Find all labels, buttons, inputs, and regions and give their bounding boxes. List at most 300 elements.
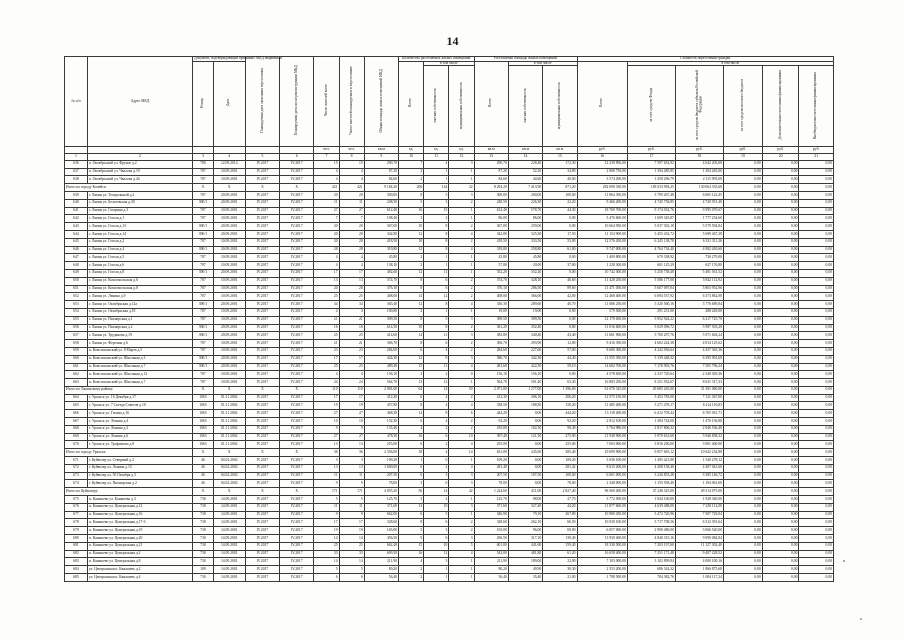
row-value-col-7: 25 [314, 332, 339, 340]
row-planned-date: IV.2017 [245, 441, 279, 449]
table-row [65, 550, 834, 558]
row-number: 673 [65, 472, 88, 480]
row-value-col-8: 25 [339, 293, 364, 301]
row-value-col-7: 27 [314, 410, 339, 418]
column-number-cell: 7 [314, 153, 339, 160]
row-demolish-date: IV.2017 [280, 301, 314, 309]
row-value-col-12: 1 [449, 496, 474, 504]
row-value-col-15: 8,80 [543, 324, 577, 332]
row-value-col-19: 0,00 [723, 550, 762, 558]
row-demolish-date: IV.2017 [280, 480, 314, 488]
row-value-col-10: 2 [399, 168, 424, 176]
row-value-col-14: 98,00 [508, 496, 542, 504]
row-value-col-7: 17 [314, 355, 339, 363]
row-value-col-9: 457,80 [364, 402, 398, 410]
row-value-col-14: 0,00 [508, 464, 542, 472]
row-value-col-17: 5 970 631,68 [627, 433, 675, 441]
row-number: 650 [65, 277, 88, 285]
row-value-col-17: 1 699 345,87 [627, 215, 675, 223]
row-value-col-18: 6 373 862,08 [675, 293, 723, 301]
row-value-col-18: 130 064 335,68 [675, 184, 723, 192]
row-value-col-9: 152,30 [364, 418, 398, 426]
unit-cell [65, 146, 88, 153]
row-value-col-15: 0,00 [543, 316, 577, 324]
row-value-col-11: 1 [424, 254, 449, 262]
row-value-col-9: 319,80 [364, 246, 398, 254]
row-doc-date: 20.09.2001 [213, 191, 245, 199]
row-value-col-21: 0,00 [799, 527, 834, 535]
row-value-col-13: 543,00 [474, 550, 508, 558]
row-number: 680 [65, 535, 88, 543]
row-value-col-20: 0,00 [762, 363, 799, 371]
row-value-col-12: 3 [449, 316, 474, 324]
row-value-col-16: 13 930 400,00 [577, 535, 627, 543]
row-value-col-10: 16 [399, 433, 424, 441]
row-value-col-15: 871,20 [543, 184, 577, 192]
table-row [65, 262, 834, 270]
row-value-col-17: 5 700 297,76 [627, 332, 675, 340]
row-doc-date: 10.09.2001 [213, 207, 245, 215]
row-value-col-8: 25 [339, 363, 364, 371]
row-value-col-21: 0,00 [799, 254, 834, 262]
row-value-col-20: 0,00 [762, 168, 799, 176]
row-value-col-16: 16 883 250,00 [577, 379, 627, 387]
row-value-col-10: 8 [399, 191, 424, 199]
row-value-col-14: 352,20 [508, 269, 542, 277]
column-number-cell: 10 [399, 153, 424, 160]
row-value-col-19: 0,00 [723, 160, 762, 168]
row-value-col-15: 40,70 [543, 301, 577, 309]
row-value-col-11: 4 [424, 449, 449, 457]
row-value-col-15: 55,00 [543, 238, 577, 246]
row-value-col-7: 25 [314, 542, 339, 550]
unit-cell: руб. [799, 146, 834, 153]
row-number: 670 [65, 441, 88, 449]
row-value-col-14: 7 413,90 [508, 184, 542, 192]
row-demolish-date: IV.2017 [280, 472, 314, 480]
row-value-col-17: 3 816 200,00 [627, 441, 675, 449]
row-value-col-13: 330,30 [474, 301, 508, 309]
row-number: 668 [65, 425, 88, 433]
row-value-col-13: 456,50 [474, 535, 508, 543]
row-value-col-21: 0,00 [799, 184, 834, 192]
row-value-col-13: 376,10 [474, 285, 508, 293]
row-address: п. Комсомольский ул. Школьная д.7 [87, 363, 192, 371]
row-value-col-21: 0,00 [799, 441, 834, 449]
row-value-col-13: 601,00 [474, 542, 508, 550]
row-value-col-21: 0,00 [799, 160, 834, 168]
row-value-col-9: 468,30 [364, 410, 398, 418]
row-doc-date: 10.09.2001 [213, 308, 245, 316]
column-number-cell: 14 [508, 153, 542, 160]
row-value-col-15: 444,20 [543, 410, 577, 418]
row-address: п. Канашево ул. Центральная д.16 [87, 511, 192, 519]
row-demolish-date: IV.2017 [280, 168, 314, 176]
row-demolish-date: IV.2017 [280, 332, 314, 340]
row-value-col-17: 5 029 096,72 [627, 324, 675, 332]
row-value-col-7: 20 [314, 223, 339, 231]
row-value-col-20: 0,00 [762, 410, 799, 418]
row-address: г. Ляпин ул. Пионерская д.1 [87, 316, 192, 324]
row-value-col-18: 5 776 689,84 [675, 301, 723, 309]
row-doc-number: X [193, 386, 214, 394]
header-area-in-that: в том числе [508, 61, 577, 66]
row-value-col-10: 10 [399, 223, 424, 231]
row-address: п. Канашево ул. Центральная д.12 [87, 503, 192, 511]
row-value-col-14: 0,00 [508, 480, 542, 488]
row-value-col-21: 0,00 [799, 340, 834, 348]
row-value-col-10: 13 [399, 379, 424, 387]
row-number: 641 [65, 207, 88, 215]
row-value-col-18: 3 066 520,00 [675, 527, 723, 535]
row-value-col-10: 4 [399, 558, 424, 566]
row-value-col-16: 12 170 650,00 [577, 316, 627, 324]
row-value-col-10: 8 [399, 316, 424, 324]
row-value-col-19: 0,00 [723, 184, 762, 192]
row-doc-date: 04.02.2002 [213, 464, 245, 472]
row-doc-date: 12.09.2014 [213, 160, 245, 168]
row-value-col-7: 27 [314, 207, 339, 215]
table-row [65, 511, 834, 519]
table-row [65, 316, 834, 324]
row-number: 679 [65, 527, 88, 535]
row-value-col-15: 0,00 [543, 223, 577, 231]
row-planned-date: IV.2017 [245, 316, 279, 324]
table-row [65, 457, 834, 465]
row-value-col-21: 0,00 [799, 433, 834, 441]
row-value-col-12: 2 [449, 277, 474, 285]
row-value-col-11: 12 [424, 379, 449, 387]
row-value-col-9: 478,50 [364, 433, 398, 441]
row-value-col-20: 0,00 [762, 332, 799, 340]
table-row [65, 269, 834, 277]
row-value-col-17: 4 639 488,00 [627, 503, 675, 511]
row-value-col-15: 0,00 [543, 371, 577, 379]
row-address: п. Октябрьский ул. Фрунзе д.2 [87, 160, 192, 168]
row-value-col-8: 27 [339, 410, 364, 418]
row-value-col-7: 4 [314, 308, 339, 316]
row-doc-number: X [193, 488, 214, 496]
row-value-col-16: 96 560 400,00 [577, 488, 627, 496]
row-value-col-17: 7 176 903,76 [627, 363, 675, 371]
row-value-col-11: 6 [424, 277, 449, 285]
row-number: 663 [65, 379, 88, 387]
row-value-col-11: 14 [424, 488, 449, 496]
row-value-col-10: 6 [399, 511, 424, 519]
row-value-col-20: 0,00 [762, 340, 799, 348]
row-value-col-19: 0,00 [723, 371, 762, 379]
row-value-col-21: 0,00 [799, 535, 834, 543]
row-value-col-19: 0,00 [723, 215, 762, 223]
row-doc-number: 390/1 [193, 363, 214, 371]
row-value-col-9: 2 356,00 [364, 449, 398, 457]
row-value-col-7: 19 [314, 527, 339, 535]
row-value-col-9: 614,50 [364, 324, 398, 332]
row-value-col-8: 13 [339, 464, 364, 472]
row-value-col-16: 19 699 900,00 [577, 449, 627, 457]
row-value-col-15: 89,60 [543, 285, 577, 293]
row-doc-date: 20.09.2001 [213, 363, 245, 371]
row-value-col-17: 3 717 708,36 [627, 519, 675, 527]
column-number-cell: 1 [65, 153, 88, 160]
row-value-col-13: 367,00 [474, 223, 508, 231]
row-value-col-10: 13 [399, 503, 424, 511]
row-value-col-13: 408,00 [474, 293, 508, 301]
row-demolish-date: IV.2017 [280, 269, 314, 277]
row-value-col-17: 5 271 478,17 [627, 402, 675, 410]
row-value-col-15: 63,30 [543, 379, 577, 387]
row-doc-number: 787 [193, 207, 214, 215]
row-value-col-15: 0,00 [543, 254, 577, 262]
row-value-col-12: 1 [449, 308, 474, 316]
row-value-col-7: 4 [314, 254, 339, 262]
header-area-total: Всего [474, 61, 508, 146]
row-value-col-21: 0,00 [799, 215, 834, 223]
row-doc-number: 390/1 [193, 301, 214, 309]
row-value-col-11: 6 [424, 285, 449, 293]
row-planned-date: IV.2017 [245, 527, 279, 535]
row-value-col-14: 226,30 [508, 199, 542, 207]
row-value-col-7: 17 [314, 519, 339, 527]
row-number: 651 [65, 285, 88, 293]
header-cost-local: за счет средств местного бюджета [723, 66, 762, 147]
row-value-col-19: 0,00 [723, 230, 762, 238]
row-demolish-date: IV.2017 [280, 535, 314, 543]
row-number: 674 [65, 480, 88, 488]
row-value-col-7: 20 [314, 238, 339, 246]
row-value-col-19: 0,00 [723, 254, 762, 262]
row-demolish-date: IV.2017 [280, 340, 314, 348]
row-value-col-19: 0,00 [723, 301, 762, 309]
row-value-col-14: 0,00 [508, 410, 542, 418]
row-doc-number: X [193, 184, 214, 192]
unit-cell: чел. [339, 146, 364, 153]
column-number-cell: 21 [799, 153, 834, 160]
row-value-col-8: 17 [339, 519, 364, 527]
row-value-col-18: 3 385 146,72 [675, 472, 723, 480]
row-value-col-11: 2 [424, 425, 449, 433]
row-demolish-date: IV.2017 [280, 574, 314, 582]
row-value-col-17: 7 597 652,92 [627, 160, 675, 168]
row-value-col-16: 18 330 500,00 [577, 542, 627, 550]
row-doc-date: 10.09.2001 [213, 176, 245, 184]
row-value-col-16: 1 409 800,00 [577, 254, 627, 262]
row-value-col-16: 9 747 000,00 [577, 246, 627, 254]
row-value-col-9: 165,00 [364, 527, 398, 535]
row-doc-date: 20.09.2001 [213, 230, 245, 238]
row-value-col-10: 4 [399, 425, 424, 433]
row-value-col-18: 1 540 278,12 [675, 457, 723, 465]
row-doc-number: 46 [193, 472, 214, 480]
row-value-col-13: 328,60 [474, 519, 508, 527]
row-value-col-13: 300,00 [474, 191, 508, 199]
row-value-col-10: 2 [399, 371, 424, 379]
row-value-col-11: 4 [424, 402, 449, 410]
table-row [65, 433, 834, 441]
row-value-col-21: 0,00 [799, 379, 834, 387]
row-value-col-14: 19,00 [508, 308, 542, 316]
row-number: 655 [65, 316, 88, 324]
row-address: г. Ляпин ул. Труданова д.19 [87, 332, 192, 340]
row-demolish-date: IV.2017 [280, 246, 314, 254]
row-value-col-13: 418,50 [474, 238, 508, 246]
row-value-col-11: 3 [424, 558, 449, 566]
row-value-col-14: 399,50 [508, 316, 542, 324]
row-value-col-20: 0,00 [762, 402, 799, 410]
row-value-col-18: 6 312 391,64 [675, 519, 723, 527]
row-value-col-8: 9 [339, 480, 364, 488]
row-value-col-11: 8 [424, 230, 449, 238]
row-value-col-20: 0,00 [762, 418, 799, 426]
row-value-col-10: 5 [399, 199, 424, 207]
row-value-col-12: 32 [449, 184, 474, 192]
row-value-col-8: 7 [339, 215, 364, 223]
row-value-col-19: 0,00 [723, 246, 762, 254]
row-value-col-20: 0,00 [762, 355, 799, 363]
row-number: 664 [65, 394, 88, 402]
row-value-col-16: 7 003 000,00 [577, 441, 627, 449]
unit-cell: руб. [723, 146, 762, 153]
header-cost-in-that: в том числе [627, 61, 833, 66]
row-value-col-9: 255,00 [364, 441, 398, 449]
row-value-col-16: 11 938 900,00 [577, 433, 627, 441]
row-value-col-15: 46,60 [543, 277, 577, 285]
row-value-col-11: 4 [424, 394, 449, 402]
row-value-col-19: 0,00 [723, 277, 762, 285]
row-value-col-9: 300,00 [364, 191, 398, 199]
row-planned-date: IV.2017 [245, 301, 279, 309]
row-value-col-15: 40,00 [543, 176, 577, 184]
row-planned-date: IV.2017 [245, 566, 279, 574]
row-doc-number: 1065 [193, 402, 214, 410]
row-value-col-12: 1 [449, 269, 474, 277]
row-planned-date: IV.2017 [245, 574, 279, 582]
row-value-col-12: 2 [449, 324, 474, 332]
row-value-col-7: 15 [314, 160, 339, 168]
row-value-col-9: 109,20 [364, 457, 398, 465]
row-value-col-12: 2 [449, 223, 474, 231]
row-value-col-21: 0,00 [799, 269, 834, 277]
row-value-col-21: 0,00 [799, 574, 834, 582]
row-demolish-date: IV.2017 [280, 230, 314, 238]
row-demolish-date: IV.2017 [280, 223, 314, 231]
row-value-col-19: 0,00 [723, 207, 762, 215]
row-value-col-15: 0,00 [543, 215, 577, 223]
row-value-col-8: 34 [339, 301, 364, 309]
row-value-col-14: 189,00 [508, 558, 542, 566]
row-value-col-18: 2 340 929,36 [675, 371, 723, 379]
row-value-col-17: 679 338,92 [627, 254, 675, 262]
row-value-col-10: 2 [399, 176, 424, 184]
row-value-col-12: 3 [449, 191, 474, 199]
row-value-col-13: 255,00 [474, 441, 508, 449]
row-value-col-21: 0,00 [799, 488, 834, 496]
row-value-col-10: 8 [399, 340, 424, 348]
row-planned-date: IV.2017 [245, 191, 279, 199]
row-value-col-13: 86,00 [474, 215, 508, 223]
row-value-col-10: 6 [399, 347, 424, 355]
row-value-col-11: 144 [424, 184, 449, 192]
row-value-col-7: 33 [314, 550, 339, 558]
row-doc-date: 10.09.2001 [213, 215, 245, 223]
row-value-col-15: 0,00 [543, 269, 577, 277]
row-value-col-17: 4 208 158,40 [627, 464, 675, 472]
row-value-col-13: 1 224,60 [474, 488, 508, 496]
unit-cell: руб. [762, 146, 799, 153]
row-doc-number: 390/1 [193, 269, 214, 277]
table-row [65, 558, 834, 566]
row-value-col-8: 4 [339, 308, 364, 316]
row-address: г. Ляпин ул. Октябрьская д.18 [87, 308, 192, 316]
row-value-col-12: 2 [449, 340, 474, 348]
row-value-col-19: 0,00 [723, 472, 762, 480]
row-number: 677 [65, 511, 88, 519]
row-value-col-14: 441,60 [508, 542, 542, 550]
row-address: г. Уральск ул. Ленина д.6 [87, 433, 192, 441]
row-value-col-8: 33 [339, 550, 364, 558]
row-value-col-17: 5 952 924,22 [627, 316, 675, 324]
row-value-col-11: 12 [424, 550, 449, 558]
row-value-col-20: 0,00 [762, 488, 799, 496]
row-address: ул. Центральная п. Канашево д.4 [87, 574, 192, 582]
row-value-col-15: 92,20 [543, 418, 577, 426]
column-number-cell: 8 [339, 153, 364, 160]
table-row [65, 464, 834, 472]
row-value-col-13: 306,70 [474, 340, 508, 348]
row-value-col-14: 107,50 [508, 472, 542, 480]
row-number: 669 [65, 433, 88, 441]
row-address: п. Канашево ул. Центральная д.2 [87, 550, 192, 558]
row-value-col-9: 662,00 [364, 511, 398, 519]
table-row [65, 246, 834, 254]
row-planned-date: IV.2017 [245, 394, 279, 402]
row-value-col-16: 11 154 900,00 [577, 230, 627, 238]
row-value-col-14: 262,10 [508, 519, 542, 527]
row-value-col-18: 6 705 941,71 [675, 410, 723, 418]
row-value-col-13: 281,40 [474, 464, 508, 472]
row-address: г. Ляпин ул. Гоголя д.8 [87, 269, 192, 277]
row-demolish-date: IV.2017 [280, 496, 314, 504]
row-demolish-date: IV.2017 [280, 160, 314, 168]
row-value-col-8: 20 [339, 230, 364, 238]
row-value-col-17: 3 472 720,96 [627, 511, 675, 519]
row-value-col-7: 4 [314, 262, 339, 270]
row-value-col-18: 1 470 156,80 [675, 418, 723, 426]
row-doc-number: 730 [193, 535, 214, 543]
row-value-col-19: 0,00 [723, 574, 762, 582]
row-value-col-20: 0,00 [762, 184, 799, 192]
unit-cell: кв.м [508, 146, 542, 153]
row-demolish-date: IV.2017 [280, 457, 314, 465]
table-row [65, 191, 834, 199]
row-value-col-19: 0,00 [723, 535, 762, 543]
row-number: 667 [65, 418, 88, 426]
row-doc-date: 14.09.2001 [213, 503, 245, 511]
row-value-col-15: 30,30 [543, 566, 577, 574]
row-value-col-15: 34,80 [543, 168, 577, 176]
row-value-col-20: 0,00 [762, 215, 799, 223]
row-value-col-15: 17,50 [543, 230, 577, 238]
header-cost-fund: за счет средств Фонда [627, 66, 675, 147]
row-value-col-18: 1 866 875,68 [675, 566, 723, 574]
row-value-col-20: 0,00 [762, 347, 799, 355]
row-address: г. Куйвозер ул. 50 Октября д.3 [87, 472, 192, 480]
row-value-col-8: 4 [339, 371, 364, 379]
row-doc-number: 390/1 [193, 223, 214, 231]
row-value-col-17: 4 602 224,38 [627, 340, 675, 348]
row-value-col-7: 5 [314, 496, 339, 504]
row-value-col-8: 23 [339, 347, 364, 355]
